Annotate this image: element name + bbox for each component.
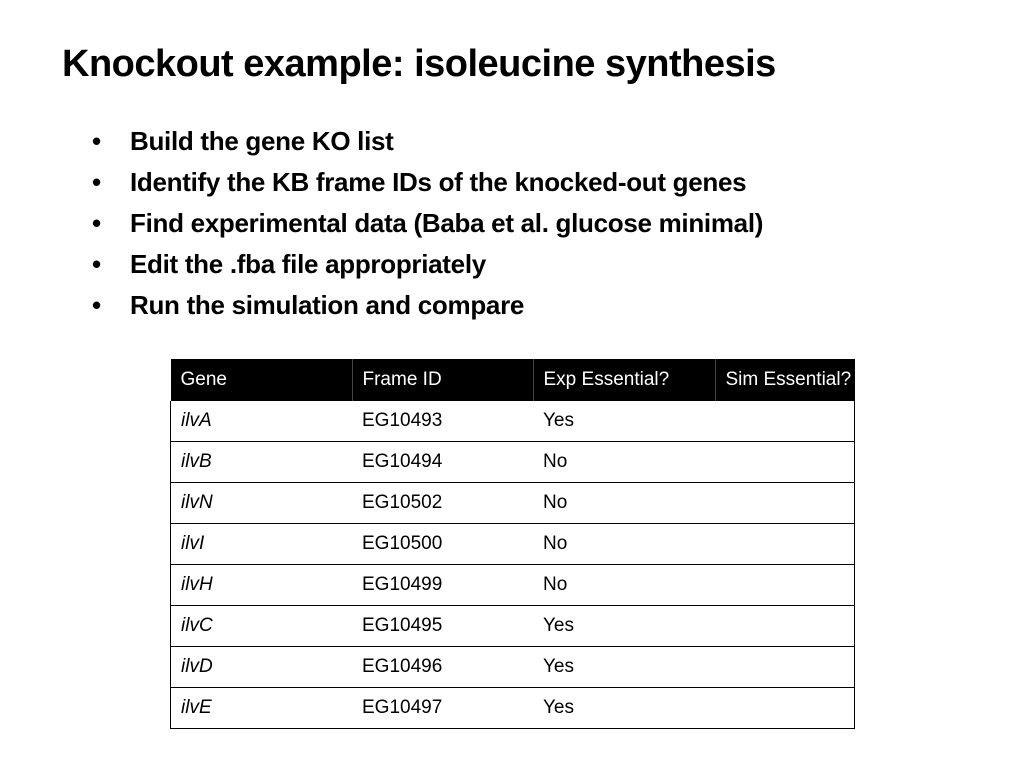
exp-essential-cell: No — [533, 524, 715, 565]
sim-essential-cell — [715, 524, 855, 565]
exp-essential-cell: No — [533, 483, 715, 524]
table-row — [171, 688, 855, 729]
table-header-row — [171, 359, 855, 401]
exp-essential-cell: Yes — [533, 647, 715, 688]
sim-essential-cell — [715, 401, 855, 442]
sim-essential-cell — [715, 442, 855, 483]
bullet-text: Build the gene KO list — [130, 126, 394, 156]
bullet-dot-icon: • — [92, 167, 101, 197]
exp-essential-cell: Yes — [533, 401, 715, 442]
exp-essential-cell: No — [533, 565, 715, 606]
table-row — [171, 401, 855, 442]
table-row — [171, 565, 855, 606]
sim-essential-cell — [715, 483, 855, 524]
bullet-text: Run the simulation and compare — [130, 290, 525, 320]
gene-cell: ilvE — [171, 688, 353, 729]
gene-cell: ilvC — [171, 606, 353, 647]
knockout-table — [170, 359, 855, 729]
frame-id-cell: EG10493 — [352, 401, 533, 442]
bullet-text: Edit the .fba file appropriately — [130, 249, 486, 279]
gene-cell: ilvI — [171, 524, 353, 565]
bullet-dot-icon: • — [92, 126, 101, 156]
frame-id-cell: EG10497 — [352, 688, 533, 729]
exp-essential-cell: No — [533, 442, 715, 483]
bullet-text: Find experimental data (Baba et al. glucose minimal) — [130, 208, 764, 238]
table-row — [171, 524, 855, 565]
frame-id-cell: EG10495 — [352, 606, 533, 647]
table-row — [171, 442, 855, 483]
table-row — [171, 483, 855, 524]
gene-cell: ilvD — [171, 647, 353, 688]
frame-id-cell: EG10502 — [352, 483, 533, 524]
bullet-dot-icon: • — [92, 249, 101, 279]
frame-id-cell: EG10496 — [352, 647, 533, 688]
sim-essential-cell — [715, 606, 855, 647]
bullet-text: Identify the KB frame IDs of the knocked-out genes — [130, 167, 747, 197]
sim-essential-cell — [715, 647, 855, 688]
header-frame-id: Frame ID — [352, 359, 533, 401]
frame-id-cell: EG10494 — [352, 442, 533, 483]
bullet-dot-icon: • — [92, 290, 101, 320]
exp-essential-cell: Yes — [533, 688, 715, 729]
header-sim-essential: Sim Essential? — [715, 359, 855, 401]
gene-cell: ilvB — [171, 442, 353, 483]
frame-id-cell: EG10500 — [352, 524, 533, 565]
gene-cell: ilvA — [171, 401, 353, 442]
exp-essential-cell: Yes — [533, 606, 715, 647]
gene-cell: ilvN — [171, 483, 353, 524]
frame-id-cell: EG10499 — [352, 565, 533, 606]
table-row — [171, 647, 855, 688]
bullet-dot-icon: • — [92, 208, 101, 238]
table-row — [171, 606, 855, 647]
sim-essential-cell — [715, 565, 855, 606]
header-gene: Gene — [171, 359, 353, 401]
gene-cell: ilvH — [171, 565, 353, 606]
sim-essential-cell — [715, 688, 855, 729]
header-exp-essential: Exp Essential? — [533, 359, 715, 401]
slide-title: Knockout example: isoleucine synthesis — [62, 43, 776, 85]
